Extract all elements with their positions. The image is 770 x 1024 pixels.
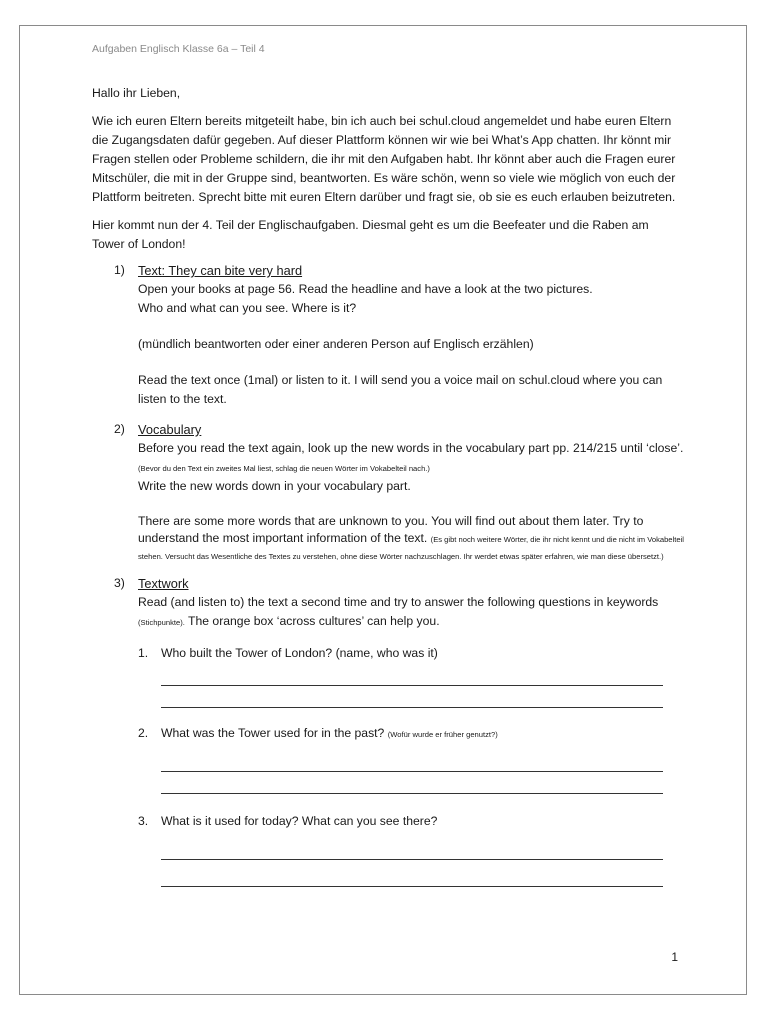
- section-text-line: (mündlich beantworten oder einer anderen Person auf Englisch erzählen): [138, 337, 534, 351]
- section-text-line: [138, 439, 684, 477]
- section-number: 1): [114, 263, 125, 277]
- section-text-line: Read the text once (1mal) or listen to it. I will send you a voice mail on schul.cloud where you can listen to the text.: [138, 373, 663, 406]
- section-textwork: [92, 574, 684, 887]
- german-note: (Stichpunkte).: [138, 618, 185, 627]
- answer-line[interactable]: [161, 793, 663, 794]
- section-number: 2): [114, 422, 125, 436]
- question-text: What is it used for today? What can you see there?: [161, 814, 438, 828]
- textwork-hint: The orange box ‘across cultures’ can help you.: [188, 614, 440, 628]
- answer-line[interactable]: [161, 707, 663, 708]
- greeting: Hallo ihr Lieben,: [92, 86, 181, 100]
- section-number: 3): [114, 576, 125, 590]
- vocab-instruction: Before you read the text again, look up the new words in the vocabulary part pp. 214/215 until ‘close’.: [138, 441, 684, 455]
- answer-line[interactable]: [161, 859, 663, 860]
- question-item: [138, 644, 684, 708]
- page-header: Aufgaben Englisch Klasse 6a – Teil 4: [92, 43, 265, 55]
- section-text-line: Write the new words down in your vocabulary part.: [138, 479, 411, 493]
- section-title: Textwork: [138, 576, 189, 591]
- section-text-line: Open your books at page 56. Read the headline and have a look at the two pictures.: [138, 282, 593, 296]
- section-text-line: [138, 593, 684, 631]
- document-page: [19, 25, 747, 995]
- section-text-line: [138, 513, 684, 564]
- intro-paragraph: Wie ich euren Eltern bereits mitgeteilt habe, bin ich auch bei schul.cloud angemeldet und habe euren Eltern die Zugangsdaten dafür gegeben. Auf dieser Plattform können wir wie bei What’s App chatten. Ihr könnt mir Fragen stellen oder Probleme schildern, die ihr mit den Aufgaben habt. Ihr könnt aber auch die Fragen eurer Mitschüler, die mit in der Gruppe sind, beantworten. Es wäre schön, wenn so viele wie möglich von euch der Plattform beitreten. Sprecht bitte mit euren Eltern darüber und fragt sie, ob sie es euch erlauben beizutreten.: [92, 114, 676, 204]
- question-text: Who built the Tower of London? (name, who was it): [161, 646, 438, 660]
- question-item: [138, 812, 684, 887]
- section-text-line: Who and what can you see. Where is it?: [138, 301, 357, 315]
- answer-line[interactable]: [161, 685, 663, 686]
- answer-line[interactable]: [161, 886, 663, 887]
- textwork-instruction: Read (and listen to) the text a second time and try to answer the following questions in keywords: [138, 595, 659, 609]
- section-text: [92, 261, 684, 409]
- section-title: Vocabulary: [138, 422, 202, 437]
- section-vocabulary: [92, 420, 684, 564]
- question-number: 2.: [138, 726, 149, 740]
- section-title: Text: They can bite very hard: [138, 263, 303, 278]
- german-note: (Es gibt noch weitere Wörter, die ihr nicht kennt und die nicht im Vokabelteil stehen. Versucht das Wesentliche des Textes zu verstehen, ohne diese Wörter nachzuschlagen. Ihr werdet etwas später erfahren, wie man diese übersetzt.): [138, 535, 684, 561]
- document-body: [92, 84, 684, 887]
- vocab-note-en: There are some more words that are unknown to you. You will find out about them later. Try to understand the most important information of the text.: [138, 514, 644, 545]
- question-number: 1.: [138, 646, 149, 660]
- question-item: [138, 724, 684, 794]
- german-note: (Wofür wurde er früher genutzt?): [387, 730, 498, 739]
- intro-paragraph-2: Hier kommt nun der 4. Teil der Englischaufgaben. Diesmal geht es um die Beefeater und die Raben am Tower of London!: [92, 218, 649, 251]
- german-note: (Bevor du den Text ein zweites Mal liest, schlag die neuen Wörter im Vokabelteil nach.): [138, 464, 430, 473]
- question-text-en: What was the Tower used for in the past?: [161, 726, 385, 740]
- answer-line[interactable]: [161, 771, 663, 772]
- question-number: 3.: [138, 814, 149, 828]
- page-number: 1: [671, 950, 678, 964]
- question-text: [161, 724, 684, 743]
